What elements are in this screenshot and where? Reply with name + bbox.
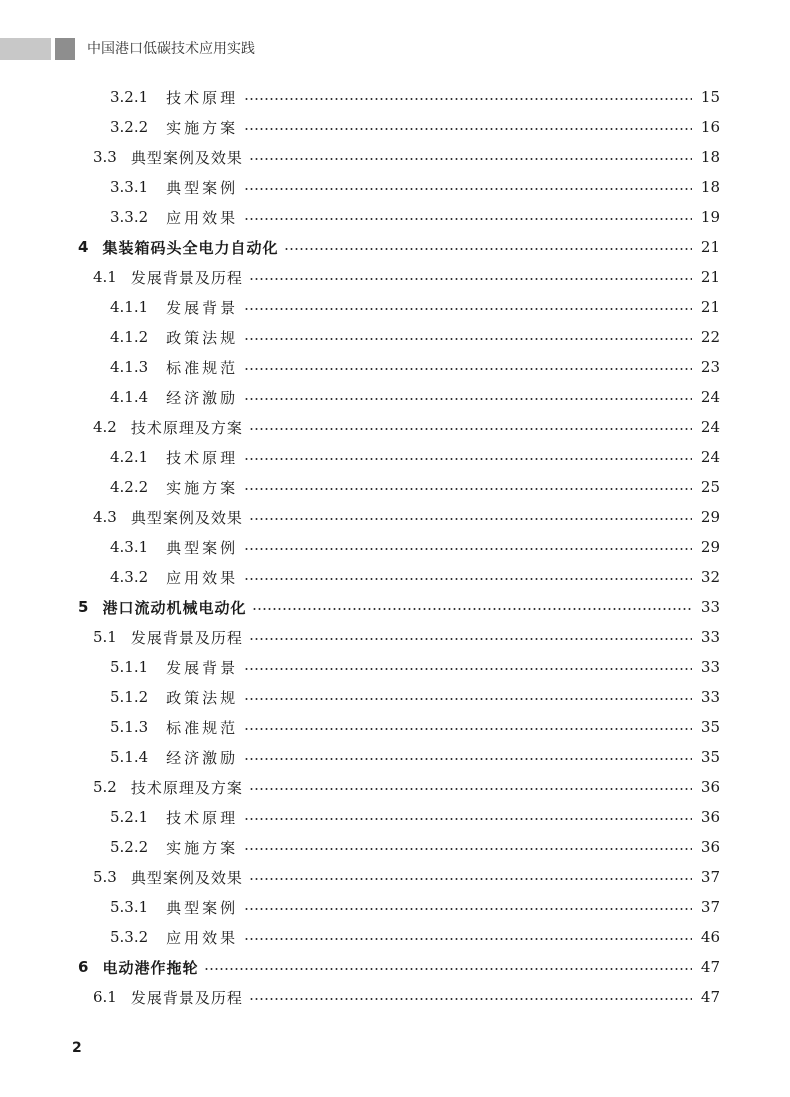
toc-entry[interactable]: [0, 892, 790, 922]
dot-leader: [244, 728, 692, 730]
toc-entry-page: 35: [700, 748, 720, 766]
toc-entry-number: 4.2: [93, 418, 117, 436]
toc-entry-page: 18: [700, 178, 720, 196]
toc-entry-number: 4.1.2: [110, 328, 149, 346]
dot-leader: [244, 98, 692, 100]
dot-leader: [284, 248, 692, 250]
toc-entry[interactable]: [0, 862, 790, 892]
toc-entry-number: 5.1.1: [110, 658, 149, 676]
toc-entry-page: 24: [700, 388, 720, 406]
toc-entry[interactable]: [0, 112, 790, 142]
toc-entry-title: 技术原理: [166, 808, 239, 827]
toc-entry-page: 18: [700, 148, 720, 166]
header-bar-dark: [55, 38, 75, 60]
toc-entry-page: 29: [700, 538, 720, 556]
toc-entry-number: 5.3.1: [110, 898, 149, 916]
dot-leader: [204, 968, 692, 970]
dot-leader: [244, 908, 692, 910]
toc-entry-number: 4.3.1: [110, 538, 149, 556]
toc-entry-title: 应用效果: [166, 928, 239, 947]
toc-entry-page: 32: [700, 568, 720, 586]
dot-leader: [244, 218, 692, 220]
toc-entry-number: 4: [78, 238, 89, 256]
running-header: [0, 38, 790, 60]
toc-entry-number: 3.3.1: [110, 178, 149, 196]
toc-entry-title: 发展背景及历程: [130, 628, 243, 647]
toc-entry-page: 21: [700, 238, 720, 256]
dot-leader: [244, 338, 692, 340]
toc-entry-title: 经济激励: [166, 748, 239, 767]
toc-entry-title: 标准规范: [166, 718, 239, 737]
dot-leader: [244, 698, 692, 700]
toc-entry-page: 24: [700, 448, 720, 466]
toc-entry[interactable]: [0, 742, 790, 772]
dot-leader: [244, 128, 692, 130]
toc-entry-number: 5.1.4: [110, 748, 149, 766]
toc-entry[interactable]: [0, 382, 790, 412]
dot-leader: [244, 668, 692, 670]
toc-entry[interactable]: [0, 82, 790, 112]
dot-leader: [249, 518, 692, 520]
header-title: 中国港口低碳技术应用实践: [87, 41, 255, 57]
toc-entry-page: 19: [700, 208, 720, 226]
toc-entry-number: 5.2.1: [110, 808, 149, 826]
toc-entry[interactable]: [0, 682, 790, 712]
dot-leader: [249, 788, 692, 790]
toc-entry[interactable]: [0, 832, 790, 862]
toc-entry[interactable]: [0, 202, 790, 232]
toc-entry-page: 25: [700, 478, 720, 496]
toc-entry[interactable]: [0, 442, 790, 472]
toc-entry-number: 3.3.2: [110, 208, 149, 226]
dot-leader: [244, 758, 692, 760]
toc-entry-title: 发展背景及历程: [130, 988, 243, 1007]
toc-entry-number: 5.1.3: [110, 718, 149, 736]
toc-entry-page: 33: [700, 688, 720, 706]
toc-entry-title: 实施方案: [166, 838, 239, 857]
toc-entry-page: 33: [700, 628, 720, 646]
dot-leader: [244, 488, 692, 490]
toc-entry-page: 37: [700, 898, 720, 916]
toc-entry-number: 4.1: [93, 268, 117, 286]
toc-entry-title: 发展背景: [166, 298, 239, 317]
toc-entry-number: 3.2.1: [110, 88, 149, 106]
toc-entry[interactable]: [0, 982, 790, 1012]
toc-entry-title: 电动港作拖轮: [102, 958, 199, 977]
dot-leader: [244, 308, 692, 310]
toc-entry-page: 36: [700, 838, 720, 856]
toc-entry[interactable]: [0, 772, 790, 802]
toc-entry-number: 6: [78, 958, 89, 976]
toc-entry-title: 技术原理及方案: [130, 778, 243, 797]
toc-entry[interactable]: [0, 802, 790, 832]
toc-entry[interactable]: [0, 352, 790, 382]
toc-entry-title: 技术原理: [166, 88, 239, 107]
dot-leader: [249, 428, 692, 430]
toc-entry-page: 36: [700, 808, 720, 826]
toc-entry-title: 典型案例及效果: [130, 508, 243, 527]
toc-entry-title: 发展背景: [166, 658, 239, 677]
toc-entry-title: 典型案例: [166, 178, 239, 197]
dot-leader: [249, 278, 692, 280]
toc-entry-title: 技术原理及方案: [130, 418, 243, 437]
toc-entry[interactable]: [0, 232, 790, 262]
toc-entry[interactable]: [0, 142, 790, 172]
toc-entry-page: 37: [700, 868, 720, 886]
toc-entry-number: 4.1.1: [110, 298, 149, 316]
toc-entry-page: 35: [700, 718, 720, 736]
toc-entry-title: 应用效果: [166, 208, 239, 227]
toc-entry-number: 4.1.3: [110, 358, 149, 376]
toc-entry[interactable]: [0, 262, 790, 292]
toc-entry-title: 实施方案: [166, 118, 239, 137]
dot-leader: [244, 848, 692, 850]
toc-entry-number: 5: [78, 598, 89, 616]
toc-entry-title: 典型案例: [166, 898, 239, 917]
toc-entry[interactable]: [0, 322, 790, 352]
toc-entry-number: 4.3: [93, 508, 117, 526]
toc-entry-page: 46: [700, 928, 720, 946]
toc-entry-title: 集装箱码头全电力自动化: [102, 238, 279, 257]
dot-leader: [249, 638, 692, 640]
toc-entry[interactable]: [0, 412, 790, 442]
toc-entry-page: 15: [700, 88, 720, 106]
toc-entry-title: 典型案例及效果: [130, 148, 243, 167]
toc-entry-title: 实施方案: [166, 478, 239, 497]
toc-entry-title: 政策法规: [166, 688, 239, 707]
dot-leader: [244, 458, 692, 460]
toc-entry-title: 典型案例及效果: [130, 868, 243, 887]
toc-entry-page: 29: [700, 508, 720, 526]
toc-entry-title: 经济激励: [166, 388, 239, 407]
page-number: 2: [72, 1040, 82, 1056]
dot-leader: [244, 818, 692, 820]
toc-entry-page: 23: [700, 358, 720, 376]
dot-leader: [244, 398, 692, 400]
toc-entry[interactable]: [0, 502, 790, 532]
toc-entry-number: 5.1.2: [110, 688, 149, 706]
toc-entry-number: 5.2.2: [110, 838, 149, 856]
toc-entry-number: 5.2: [93, 778, 117, 796]
toc-entry-title: 技术原理: [166, 448, 239, 467]
toc-entry-page: 33: [700, 658, 720, 676]
dot-leader: [244, 548, 692, 550]
toc-entry-page: 24: [700, 418, 720, 436]
toc-entry-page: 16: [700, 118, 720, 136]
toc-entry[interactable]: [0, 592, 790, 622]
dot-leader: [249, 878, 692, 880]
toc-entry-number: 3.3: [93, 148, 117, 166]
toc-entry-title: 政策法规: [166, 328, 239, 347]
toc-entry-title: 标准规范: [166, 358, 239, 377]
toc-entry[interactable]: [0, 172, 790, 202]
header-bar-light: [0, 38, 51, 60]
toc-entry-page: 22: [700, 328, 720, 346]
dot-leader: [252, 608, 692, 610]
toc-entry[interactable]: [0, 562, 790, 592]
toc-entry-number: 4.2.2: [110, 478, 149, 496]
toc-entry-page: 36: [700, 778, 720, 796]
toc-entry[interactable]: [0, 922, 790, 952]
toc-entry-number: 4.3.2: [110, 568, 149, 586]
dot-leader: [244, 188, 692, 190]
dot-leader: [244, 578, 692, 580]
toc-entry[interactable]: [0, 472, 790, 502]
toc-entry-number: 3.2.2: [110, 118, 149, 136]
toc-entry-number: 5.3.2: [110, 928, 149, 946]
toc-entry-number: 6.1: [93, 988, 117, 1006]
dot-leader: [249, 158, 692, 160]
toc-entry-title: 发展背景及历程: [130, 268, 243, 287]
toc-entry[interactable]: [0, 652, 790, 682]
toc-entry-title: 应用效果: [166, 568, 239, 587]
toc-entry-title: 港口流动机械电动化: [102, 598, 247, 617]
dot-leader: [244, 938, 692, 940]
toc-entry-page: 21: [700, 298, 720, 316]
toc-entry[interactable]: [0, 712, 790, 742]
toc-entry-page: 33: [700, 598, 720, 616]
toc-entry[interactable]: [0, 622, 790, 652]
toc-entry-number: 4.1.4: [110, 388, 149, 406]
toc-entry[interactable]: [0, 292, 790, 322]
dot-leader: [249, 998, 692, 1000]
toc-entry-title: 典型案例: [166, 538, 239, 557]
toc-entry-page: 21: [700, 268, 720, 286]
dot-leader: [244, 368, 692, 370]
toc-entry[interactable]: [0, 532, 790, 562]
toc-entry-number: 5.3: [93, 868, 117, 886]
toc-entry-number: 4.2.1: [110, 448, 149, 466]
toc-entry[interactable]: [0, 952, 790, 982]
toc-entry-page: 47: [700, 958, 720, 976]
toc-entry-number: 5.1: [93, 628, 117, 646]
toc-entry-page: 47: [700, 988, 720, 1006]
